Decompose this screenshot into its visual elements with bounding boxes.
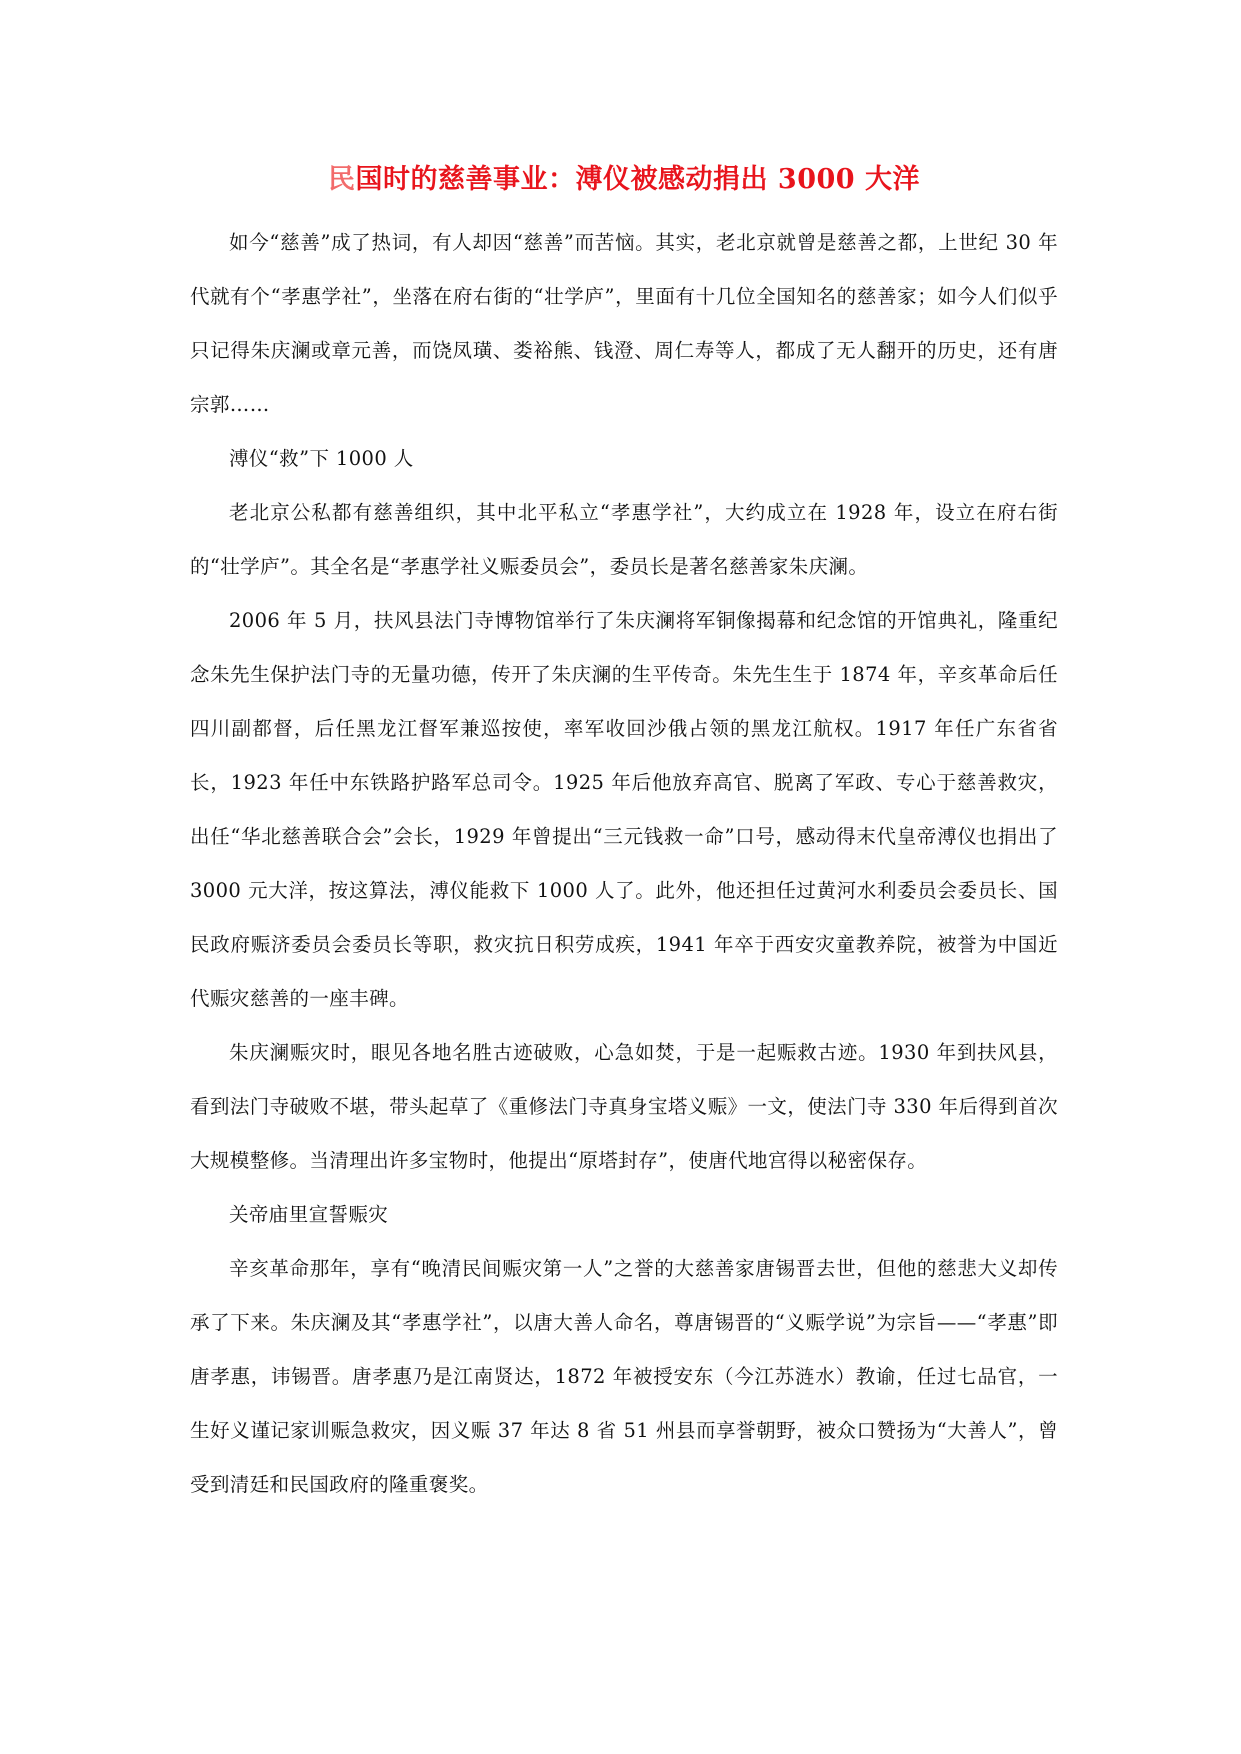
title-first-char: 民	[328, 164, 356, 195]
paragraph-xiaohui-society: 老北京公私都有慈善组织，其中北平私立“孝惠学社”，大约成立在 1928 年，设立在府右街的“壮学庐”。其全名是“孝惠学社义赈委员会”，委员长是著名慈善家朱庆澜。	[190, 501, 1058, 578]
section-heading-puyi: 溥仪“救”下 1000 人	[229, 447, 414, 470]
document-page	[190, 160, 1058, 1512]
paragraph-famen-temple: 朱庆澜赈灾时，眼见各地名胜古迹破败，心急如焚，于是一起赈救古迹。1930 年到扶风县，看到法门寺破败不堪，带头起草了《重修法门寺真身宝塔义赈》一文，使法门寺 330 年后得到首次大规模整修。当清理出许多宝物时，他提出“原塔封存”，使唐代地宫得以秘密保存。	[190, 1041, 1058, 1172]
section-heading-guandi-temple: 关帝庙里宣誓赈灾	[229, 1203, 389, 1226]
paragraph-intro: 如今“慈善”成了热词，有人却因“慈善”而苦恼。其实，老北京就曾是慈善之都，上世纪 30 年代就有个“孝惠学社”，坐落在府右街的“壮学庐”，里面有十几位全国知名的慈善家；如今人们似乎只记得朱庆澜或章元善，而饶凤璜、娄裕熊、钱澄、周仁寿等人，都成了无人翻开的历史，还有唐宗郭……	[190, 231, 1058, 416]
article-title	[190, 160, 1058, 200]
title-rest: 国时的慈善事业：溥仪被感动捐出 3000 大洋	[355, 164, 920, 195]
paragraph-tang-xijin: 辛亥革命那年，享有“晚清民间赈灾第一人”之誉的大慈善家唐锡晋去世，但他的慈悲大义却传承了下来。朱庆澜及其“孝惠学社”，以唐大善人命名，尊唐锡晋的“义赈学说”为宗旨——“孝惠”即唐孝惠，讳锡晋。唐孝惠乃是江南贤达，1872 年被授安东（今江苏涟水）教谕，任过七品官，一生好义谨记家训赈急救灾，因义赈 37 年达 8 省 51 州县而享誉朝野，被众口赞扬为“大善人”，曾受到清廷和民国政府的隆重褒奖。	[190, 1257, 1058, 1496]
paragraph-zhu-qinglan-biography: 2006 年 5 月，扶风县法门寺博物馆举行了朱庆澜将军铜像揭幕和纪念馆的开馆典礼，隆重纪念朱先生保护法门寺的无量功德，传开了朱庆澜的生平传奇。朱先生生于 1874 年，辛亥革命后任四川副都督，后任黑龙江督军兼巡按使，率军收回沙俄占领的黑龙江航权。1917 年任广东省省长，1923 年任中东铁路护路军总司令。1925 年后他放弃高官、脱离了军政、专心于慈善救灾，出任“华北慈善联合会”会长，1929 年曾提出“三元钱救一命”口号，感动得末代皇帝溥仪也捐出了 3000 元大洋，按这算法，溥仪能救下 1000 人了。此外，他还担任过黄河水利委员会委员长、国民政府赈济委员会委员长等职，救灾抗日积劳成疾，1941 年卒于西安灾童教养院，被誉为中国近代赈灾慈善的一座丰碑。	[190, 609, 1058, 1010]
